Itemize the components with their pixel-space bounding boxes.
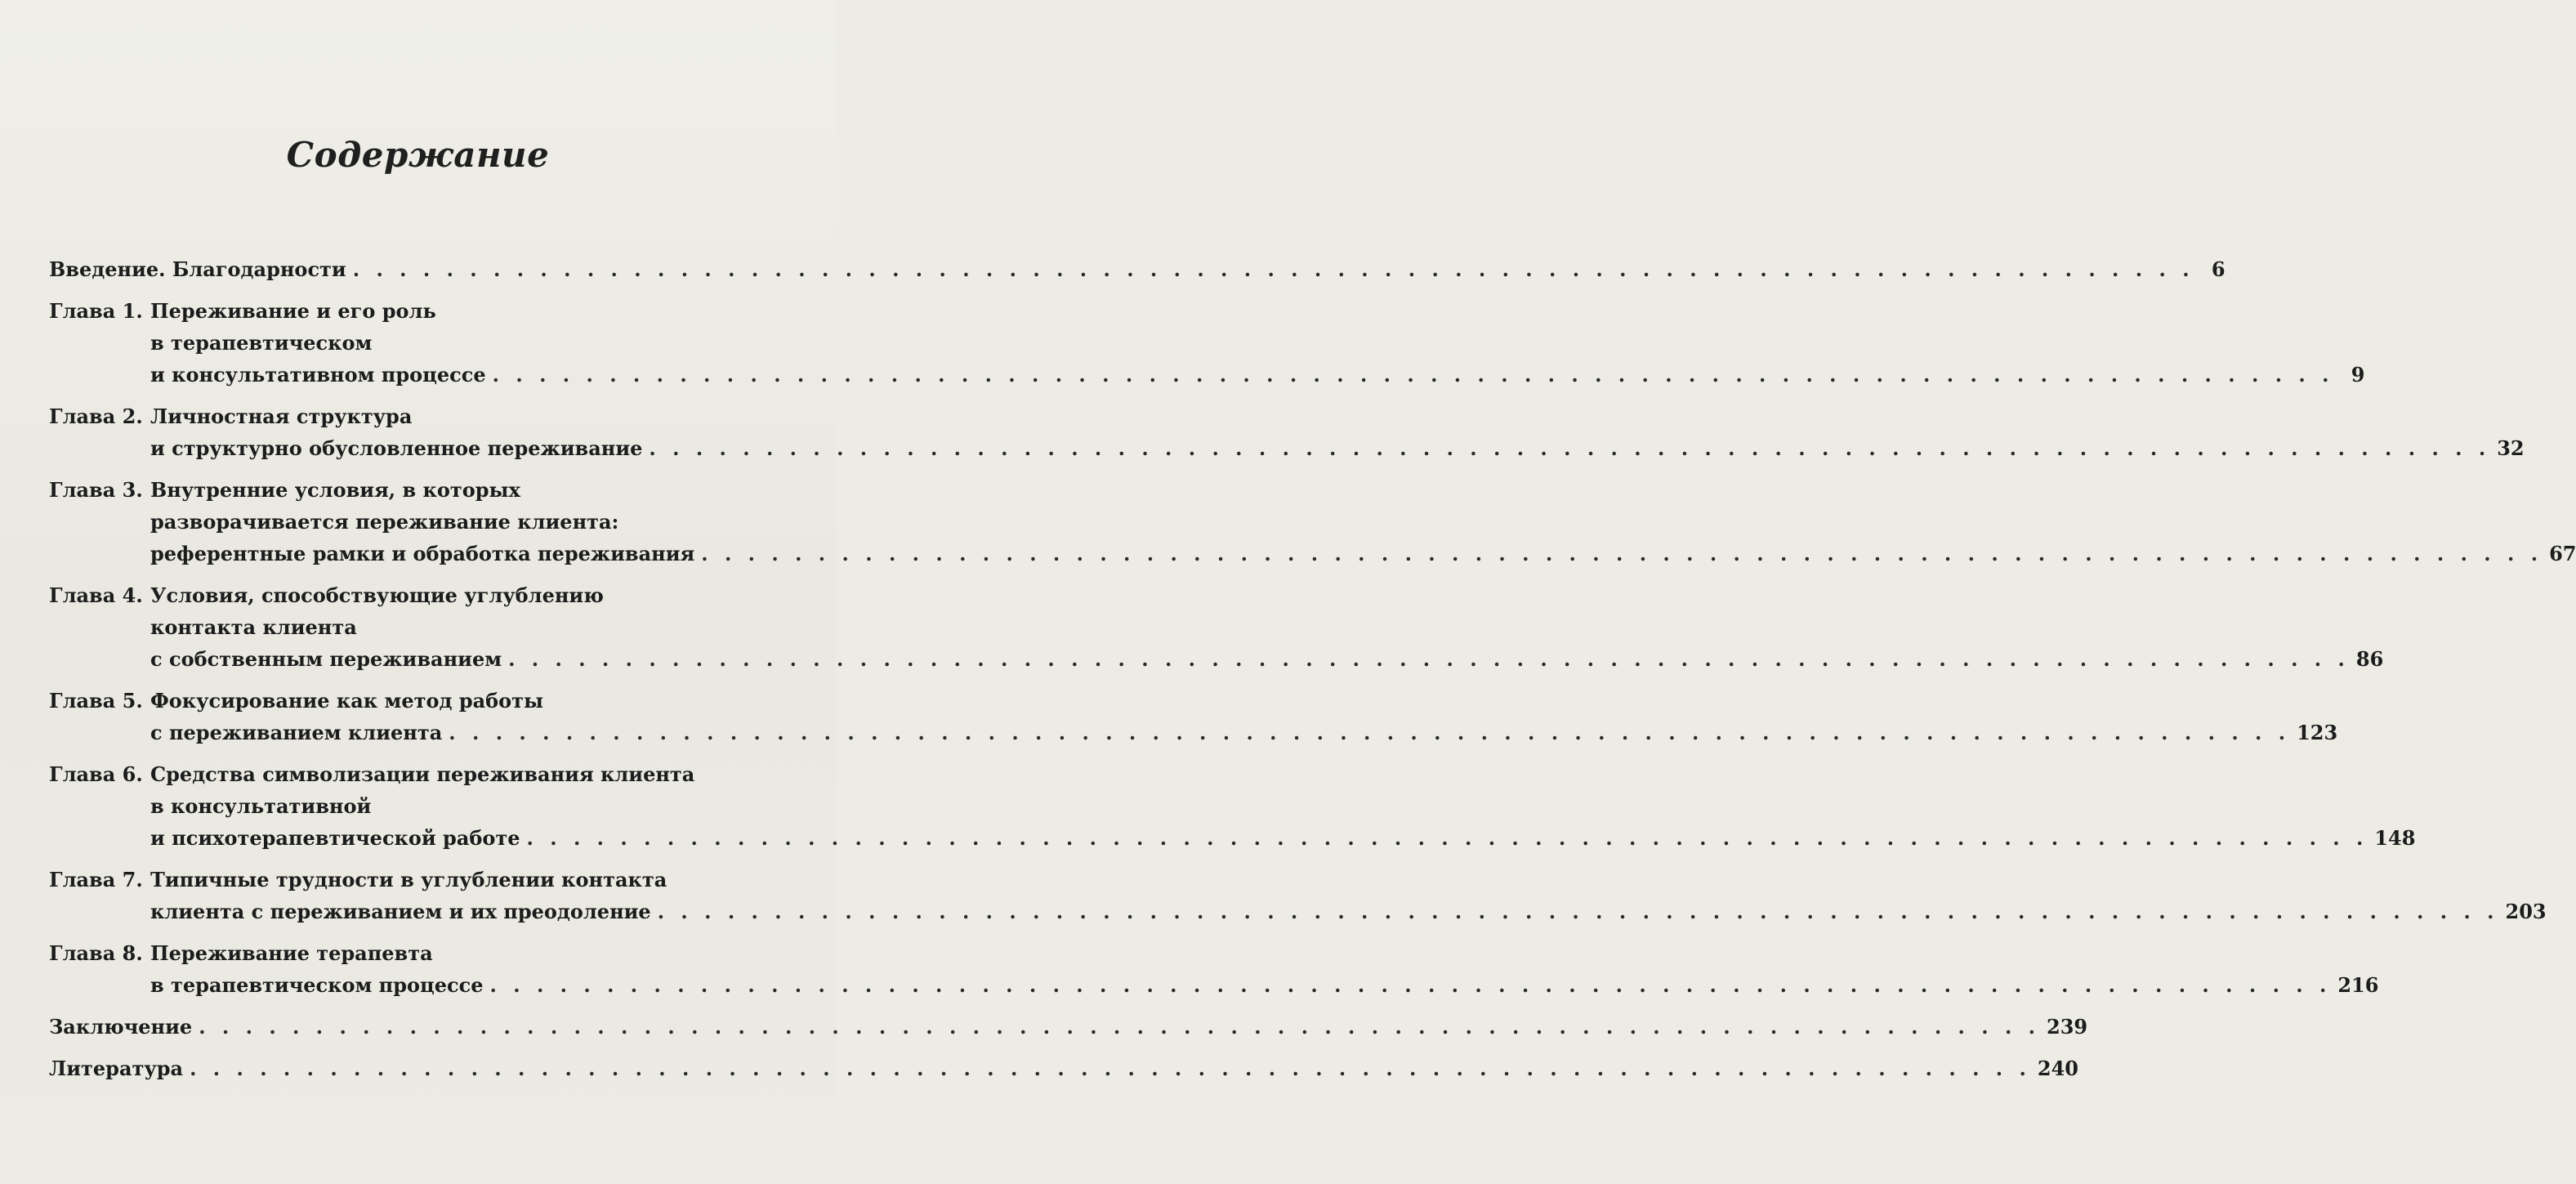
chapter-label: Глава 2.	[49, 404, 143, 428]
toc-entry-line: клиента с переживанием и их преодоление	[150, 900, 651, 923]
toc-entry-line: Типичные трудности в углублении контакта	[150, 868, 667, 891]
toc-entry-references[interactable]	[49, 1052, 2078, 1084]
chapter-label: Глава 7.	[49, 868, 143, 891]
chapter-label: Глава 8.	[49, 941, 143, 965]
leader-dots	[493, 359, 2334, 391]
toc-page-number: 32	[2497, 436, 2525, 460]
toc-page-number: 240	[2037, 1057, 2078, 1080]
toc-entry-chapter-4[interactable]	[49, 579, 2384, 675]
toc-entry-chapter-3[interactable]	[49, 474, 2576, 570]
leader-dots	[199, 1011, 2040, 1043]
leader-dots	[449, 717, 2290, 748]
table-of-contents	[49, 253, 2576, 1094]
toc-entry-line: в терапевтическом процессе	[150, 973, 484, 997]
toc-page-number: 9	[2351, 363, 2365, 386]
toc-page-number: 203	[2505, 900, 2547, 923]
toc-entry-introduction[interactable]	[49, 253, 2226, 285]
leader-dots	[490, 969, 2332, 1001]
toc-entry-line: референтные рамки и обработка переживания	[150, 542, 695, 565]
page-title: Содержание	[286, 135, 550, 175]
toc-entry-line: Средства символизации переживания клиента	[150, 762, 695, 786]
leader-dots	[527, 822, 2368, 854]
toc-entry-line: и структурно обусловленное переживание	[150, 436, 643, 460]
leader-dots	[649, 432, 2490, 464]
leader-dots	[658, 896, 2499, 927]
toc-entry-title: Заключение	[49, 1015, 193, 1039]
toc-page-number: 148	[2374, 826, 2416, 850]
leader-dots	[190, 1052, 2031, 1084]
toc-entry-line: Фокусирование как метод работы	[150, 689, 544, 713]
toc-entry-chapter-5[interactable]	[49, 685, 2338, 748]
toc-entry-line: Внутренние условия, в которых	[150, 478, 520, 502]
toc-entry-line: Личностная структура	[150, 404, 413, 428]
toc-entry-line: Переживание и его роль	[150, 299, 436, 323]
chapter-label: Глава 5.	[49, 689, 143, 713]
leader-dots	[353, 253, 2194, 285]
toc-entry-line: Переживание терапевта	[150, 941, 433, 965]
chapter-label: Глава 3.	[49, 478, 143, 502]
toc-entry-line: Условия, способствующие углублению	[150, 583, 604, 607]
toc-entry-line: с собственным переживанием	[150, 647, 502, 671]
chapter-label: Глава 4.	[49, 583, 143, 607]
toc-entry-chapter-1[interactable]	[49, 295, 2365, 391]
chapter-label: Глава 1.	[49, 299, 143, 323]
toc-entry-line: контакта клиента	[150, 615, 357, 639]
toc-entry-line: в терапевтическом	[150, 331, 373, 355]
toc-entry-line: в консультативной	[150, 794, 372, 818]
toc-entry-conclusion[interactable]	[49, 1011, 2088, 1043]
toc-entry-chapter-8[interactable]	[49, 937, 2379, 1001]
toc-page-number: 239	[2047, 1015, 2088, 1039]
leader-dots	[701, 538, 2543, 570]
toc-page-number: 86	[2355, 647, 2384, 671]
toc-entry-line: разворачивается переживание клиента:	[150, 510, 619, 534]
toc-entry-title: Литература	[49, 1057, 184, 1080]
toc-entry-line: и психотерапевтической работе	[150, 826, 520, 850]
toc-page-number: 216	[2337, 973, 2379, 997]
toc-entry-chapter-6[interactable]	[49, 758, 2416, 854]
toc-entry-chapter-7[interactable]	[49, 864, 2547, 927]
chapter-label: Глава 6.	[49, 762, 143, 786]
toc-page-number: 123	[2297, 721, 2338, 744]
leader-dots	[508, 643, 2350, 675]
toc-page-number: 6	[2211, 257, 2226, 281]
toc-entry-chapter-2[interactable]	[49, 400, 2525, 464]
toc-page-number: 67	[2549, 542, 2576, 565]
toc-entry-title: Введение. Благодарности	[49, 257, 346, 281]
toc-entry-line: с переживанием клиента	[150, 721, 443, 744]
toc-entry-line: и консультативном процессе	[150, 363, 486, 386]
